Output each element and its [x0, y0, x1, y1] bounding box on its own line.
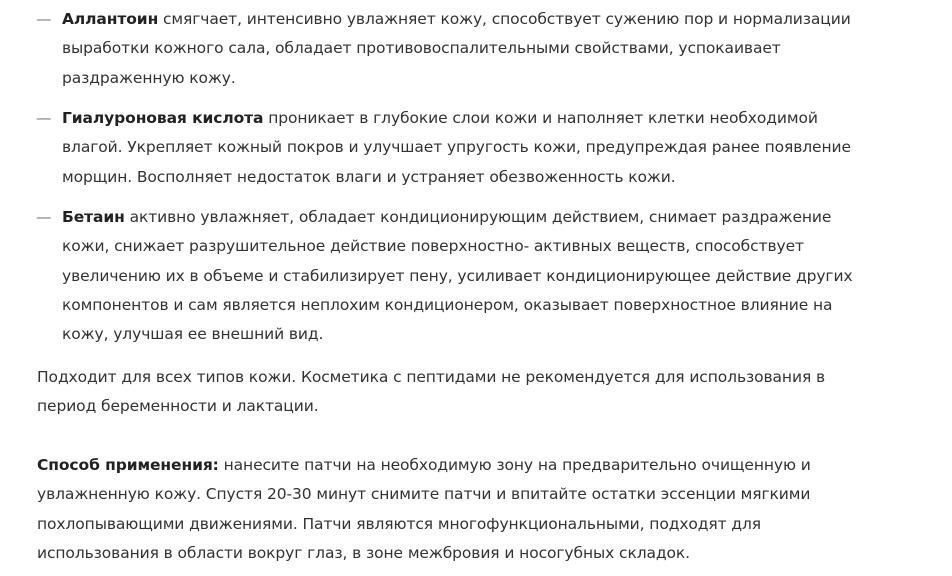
- ingredient-line: [62, 5, 942, 34]
- ingredient-item-hyaluronic-acid: [36, 104, 942, 192]
- paragraph-text: нанесите патчи на необходимую зону на предварительно очищенную и: [218, 456, 811, 474]
- paragraph-text: использования в области вокруг глаз, в зоне межбровия и носогубных складок.: [37, 543, 691, 562]
- ingredient-text: компонентов и сам является неплохим кондиционером, оказывает поверхностное влияние на: [62, 295, 833, 314]
- list-dash: —: [36, 208, 52, 226]
- ingredient-name: Аллантоин: [62, 10, 159, 28]
- list-dash: —: [36, 10, 52, 28]
- ingredient-text: кожу, улучшая ее внешний вид.: [62, 325, 324, 344]
- usage-label: Способ применения:: [37, 456, 219, 474]
- ingredient-text: кожи, снижает разрушительное действие поверхностно- активных веществ, способствует: [62, 237, 804, 256]
- ingredient-text: активно увлажняет, обладает кондиционирующим действием, снимает раздражение: [124, 208, 832, 226]
- ingredient-name: Гиалуроновая кислота: [62, 109, 264, 127]
- usage-line: [37, 451, 942, 480]
- ingredient-text: выработки кожного сала, обладает противовоспалительными свойствами, успокаивает: [62, 39, 781, 58]
- suitability-paragraph: [37, 363, 942, 422]
- ingredient-line: [62, 104, 942, 133]
- ingredient-text: проникает в глубокие слои кожи и наполняет клетки необходимой: [263, 109, 818, 127]
- ingredient-text: морщин. Восполняет недостаток влаги и устраняет обезвоженность кожи.: [62, 167, 676, 186]
- ingredient-item-allantoin: [36, 5, 942, 93]
- list-dash: —: [36, 109, 52, 127]
- paragraph-text: похлопывающими движениями. Патчи являются многофункциональными, подходят для: [37, 514, 762, 533]
- ingredient-item-betaine: [36, 203, 942, 349]
- ingredient-line: [62, 203, 942, 232]
- paragraph-text: Подходит для всех типов кожи. Косметика с пептидами не рекомендуется для использования в: [37, 368, 826, 386]
- usage-paragraph: [37, 451, 942, 568]
- ingredient-name: Бетаин: [62, 208, 125, 226]
- ingredient-text: смягчает, интенсивно увлажняет кожу, способствует сужению пор и нормализации: [158, 10, 851, 28]
- ingredient-text: увеличению их в объеме и стабилизирует пену, усиливает кондиционирующее действие других: [62, 266, 853, 285]
- paragraph-text: увлажненную кожу. Спустя 20-30 минут снимите патчи и впитайте остатки эссенции мягкими: [37, 485, 811, 504]
- ingredient-text: раздраженную кожу.: [62, 68, 236, 87]
- ingredient-text: влагой. Укрепляет кожный покров и улучшает упругость кожи, предупреждая ранее появление: [62, 138, 851, 157]
- paragraph-text: период беременности и лактации.: [37, 397, 319, 416]
